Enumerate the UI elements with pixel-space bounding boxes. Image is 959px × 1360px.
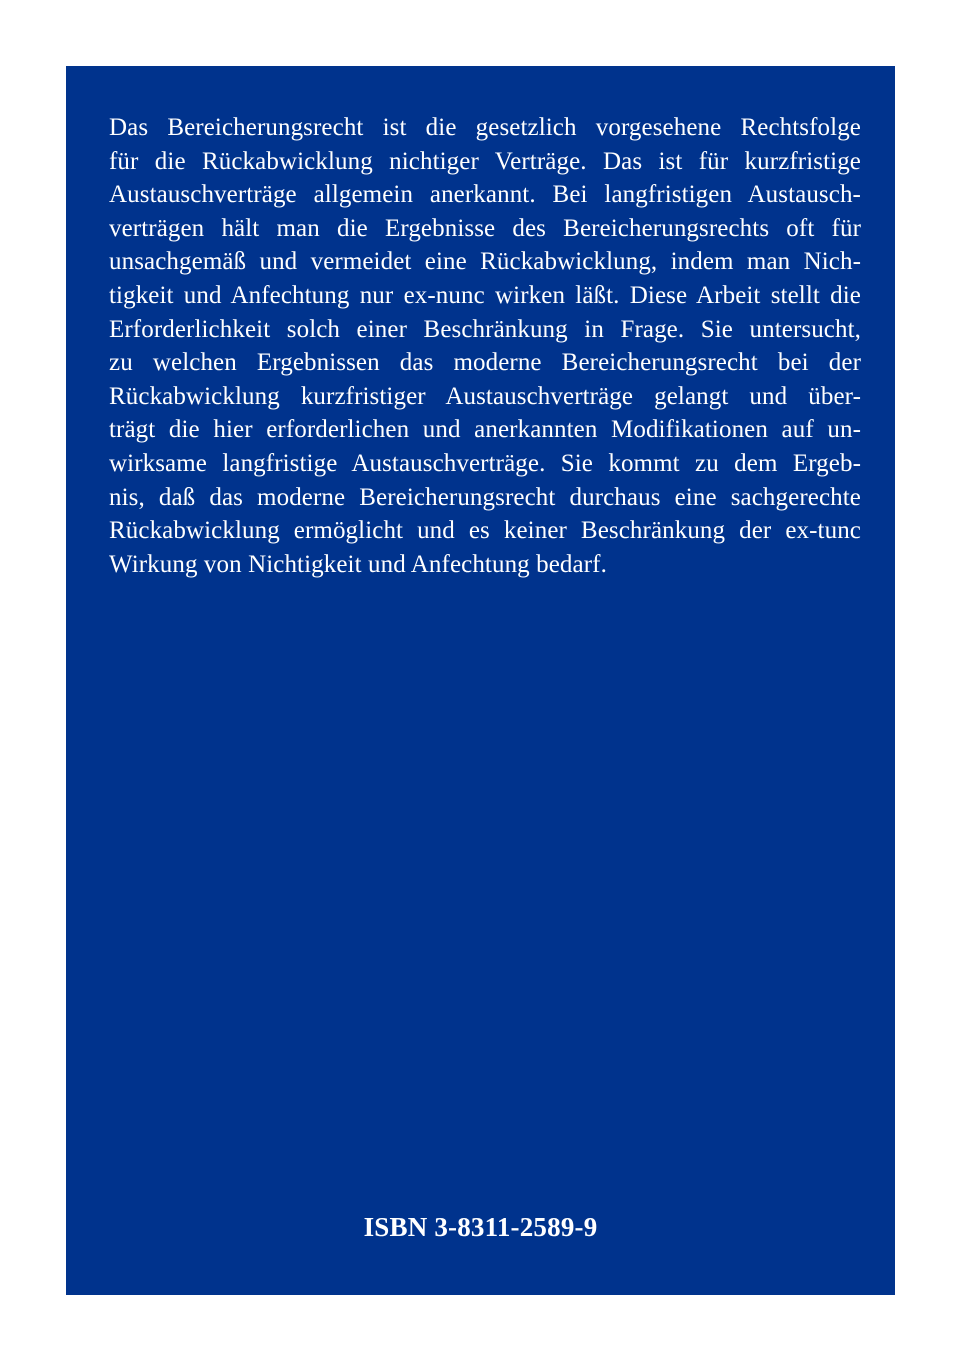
blurb-line: Wirkung von Nichtigkeit und Anfechtung bedarf. (109, 550, 607, 578)
blurb-line: Das Bereicherungsrecht ist die gesetzlich vorgesehene Rechtsfolge (109, 114, 861, 141)
blurb-line: tigkeit und Anfechtung nur ex-nunc wirken läßt. Diese Arbeit stellt die (109, 281, 861, 309)
blurb-line: Austauschverträge allgemein anerkannt. Bei langfristigen Austausch- (109, 181, 861, 209)
blurb-line: wirksame langfristige Austauschverträge. Sie kommt zu dem Ergeb- (109, 449, 861, 477)
back-cover-panel (66, 66, 895, 1295)
blurb-line: für die Rückabwicklung nichtiger Verträge. Das ist für kurzfristige (109, 147, 861, 175)
blurb-line: unsachgemäß und vermeidet eine Rückabwicklung, indem man Nich- (109, 248, 861, 276)
isbn-label: ISBN 3-8311-2589-9 (363, 1212, 598, 1242)
blurb-text (109, 111, 861, 581)
blurb-line: verträgen hält man die Ergebnisse des Bereicherungsrechts oft für (109, 214, 861, 242)
blurb-line: nis, daß das moderne Bereicherungsrecht durchaus eine sachgerechte (109, 483, 861, 511)
blurb-line: Erforderlichkeit solch einer Beschränkung in Frage. Sie untersucht, (109, 315, 861, 343)
blurb-line: Rückabwicklung ermöglicht und es keiner Beschränkung der ex-tunc (109, 517, 861, 545)
blurb-line: Rückabwicklung kurzfristiger Austauschverträge gelangt und über- (109, 382, 861, 410)
blurb-line: trägt die hier erforderlichen und anerkannten Modifikationen auf un- (109, 416, 861, 444)
blurb-line: zu welchen Ergebnissen das moderne Bereicherungsrecht bei der (109, 349, 861, 377)
